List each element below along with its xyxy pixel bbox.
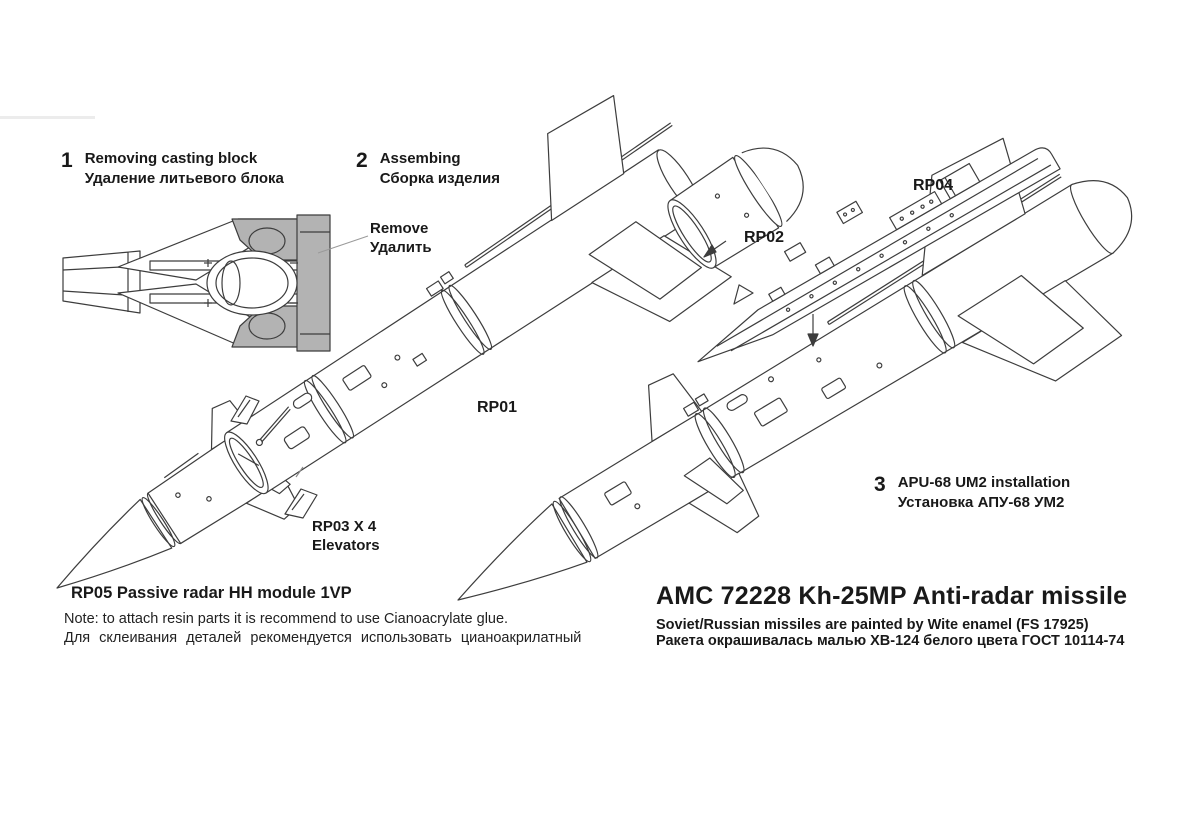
step-2-number: 2 [356,149,368,172]
glue-note-ru: Для склеивания деталей рекомендуется использовать цианоакрилатный [64,629,582,646]
rp04-label: RP04 [913,177,954,194]
glue-note [64,610,581,647]
step-1-title-en: Removing casting block [84,150,258,167]
paint-note-ru: Ракета окрашивалась малью ХВ-124 белого цвета ГОСТ 10114-74 [656,632,1125,649]
rp02-label: RP02 [744,229,785,246]
rp01-label: RP01 [477,399,518,416]
step-1-title-ru: Удаление литьевого блока [84,169,284,187]
remove-label-ru: Удалить [370,239,432,256]
step-3-title-ru: Установка АПУ-68 УМ2 [897,493,1065,511]
step-3-header [874,473,1070,512]
page-edge-mark [0,116,95,119]
remove-callout [370,219,432,257]
step-3-number: 3 [874,473,886,496]
rp03-label: RP03 X 4 [312,518,377,535]
casting-block-drawing [63,215,330,351]
remove-label-en: Remove [370,220,429,237]
step-1-number: 1 [61,149,73,172]
step-3-title-en: APU-68 UM2 installation [897,474,1071,491]
step-2-title-ru: Сборка изделия [379,169,500,187]
step-1-header [61,149,284,188]
paint-note-en: Soviet/Russian missiles are painted by Wite enamel (FS 17925) [656,617,1089,633]
glue-note-en: Note: to attach resin parts it is recommend to use Cianoacrylate glue. [64,611,509,627]
kit-title-block [656,583,1127,649]
step-2-header [356,149,500,188]
rp05-label: RP05 Passive radar HH module 1VP [71,584,352,602]
step-2-title-en: Assembing [379,150,461,167]
rp03-elevators-label: Elevators [312,537,380,554]
kit-title: AMC 72228 Kh-25MP Anti-radar missile [656,582,1128,610]
rp03-callout [312,517,380,555]
